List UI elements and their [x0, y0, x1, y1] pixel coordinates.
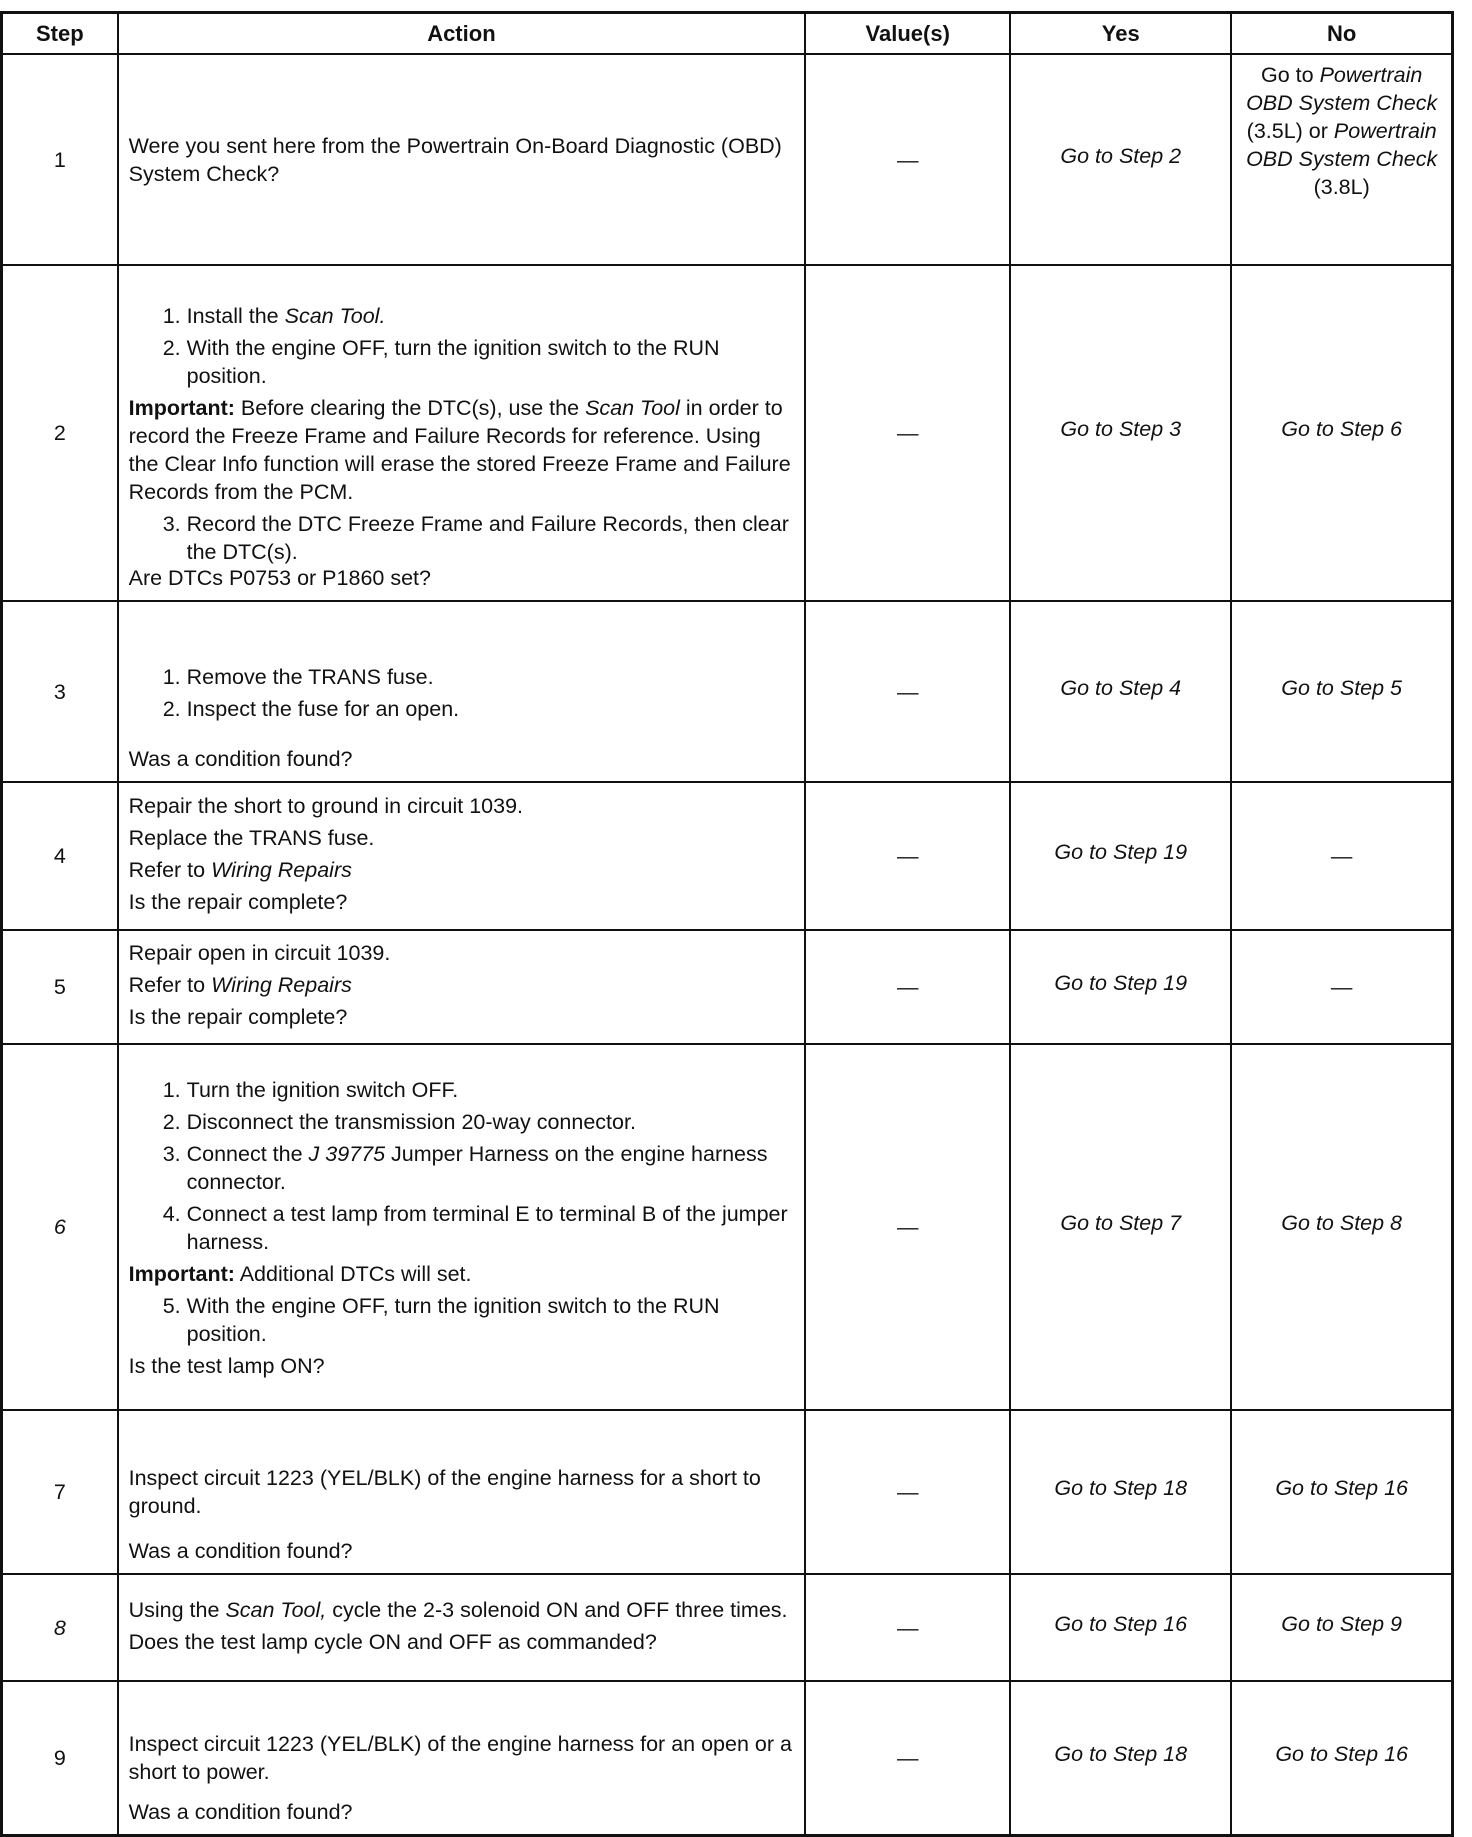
no-cell [1231, 54, 1452, 265]
table-row [2, 54, 1453, 265]
header-row [2, 13, 1453, 55]
step-number: 4 [2, 782, 118, 930]
list-item: 3. Record the DTC Freeze Frame and Failure Records, then clear the DTC(s). [187, 510, 795, 566]
list-item: 1. Remove the TRANS fuse. [187, 663, 795, 691]
value-cell: — [805, 1681, 1010, 1835]
no-cell: Go to Step 6 [1231, 265, 1452, 601]
yes-cell: Go to Step 7 [1010, 1044, 1231, 1410]
action-cell [118, 601, 806, 782]
value-cell: — [805, 1044, 1010, 1410]
important-note: Important: Additional DTCs will set. [128, 1262, 472, 1286]
diagnostic-table [0, 11, 1454, 1837]
step-number: 5 [2, 930, 118, 1044]
action-cell [118, 1681, 806, 1835]
no-cell: Go to Step 9 [1231, 1574, 1452, 1681]
no-cell: — [1231, 930, 1452, 1044]
question: Was a condition found? [128, 747, 353, 771]
value-cell: — [805, 601, 1010, 782]
action-cell [118, 265, 806, 601]
list-item: 3. Connect the J 39775 Jumper Harness on the engine harness connector. [187, 1140, 795, 1196]
action-cell [118, 54, 806, 265]
table-row [2, 1681, 1453, 1835]
variant-38: (3.8L) [1313, 175, 1370, 199]
step-number: 3 [2, 601, 118, 782]
no-cell: — [1231, 782, 1452, 930]
yes-cell: Go to Step 4 [1010, 601, 1231, 782]
step-number: 2 [2, 265, 118, 601]
yes-cell: Go to Step 18 [1010, 1410, 1231, 1574]
question: Are DTCs P0753 or P1860 set? [128, 566, 431, 590]
action-text: Inspect circuit 1223 (YEL/BLK) of the engine harness for an open or a short to power. [128, 1731, 792, 1784]
action-text: Using the Scan Tool, cycle the 2-3 solenoid ON and OFF three times. [128, 1597, 788, 1622]
header-yes: Yes [1010, 13, 1231, 55]
header-no: No [1231, 13, 1452, 55]
header-step: Step [2, 13, 118, 55]
no-cell: Go to Step 16 [1231, 1410, 1452, 1574]
action-line: Repair open in circuit 1039. [128, 941, 391, 965]
action-cell [118, 1574, 806, 1681]
step-number: 9 [2, 1681, 118, 1835]
refer-line: Refer to Wiring Repairs [128, 973, 352, 997]
question: Was a condition found? [128, 1539, 353, 1563]
list-item: 5. With the engine OFF, turn the ignition switch to the RUN position. [187, 1292, 795, 1348]
question: Is the test lamp ON? [128, 1354, 325, 1378]
step-number: 6 [2, 1044, 118, 1410]
question: Was a condition found? [128, 1799, 353, 1824]
no-cell: Go to Step 8 [1231, 1044, 1452, 1410]
action-line: Replace the TRANS fuse. [128, 826, 375, 850]
variant-35: (3.5L) or [1246, 119, 1328, 143]
action-cell [118, 930, 806, 1044]
table-row [2, 265, 1453, 601]
step-number: 1 [2, 54, 118, 265]
yes-cell: Go to Step 18 [1010, 1681, 1231, 1835]
list-item: 2. Disconnect the transmission 20-way connector. [187, 1108, 795, 1136]
refer-line: Refer to Wiring Repairs [128, 858, 352, 882]
link-obd-check-35: Powertrain OBD System Check [1246, 63, 1438, 115]
list-item: 2. Inspect the fuse for an open. [187, 695, 795, 723]
header-action: Action [118, 13, 806, 55]
table-row [2, 601, 1453, 782]
list-item: 4. Connect a test lamp from terminal E to terminal B of the jumper harness. [187, 1200, 795, 1256]
action-cell [118, 1044, 806, 1410]
important-note: Important: Before clearing the DTC(s), use the Scan Tool in order to record the Freeze Frame and Failure Records for reference. Using the Clear Info function will erase the stored Freeze Frame and Failure Records from the PCM. [128, 396, 791, 504]
step-number: 7 [2, 1410, 118, 1574]
action-line: Repair the short to ground in circuit 1039. [128, 794, 523, 818]
value-cell: — [805, 54, 1010, 265]
table-row [2, 1574, 1453, 1681]
question: Is the repair complete? [128, 1005, 348, 1029]
action-cell [118, 1410, 806, 1574]
question: Is the repair complete? [128, 890, 348, 914]
yes-cell: Go to Step 3 [1010, 265, 1231, 601]
no-cell: Go to Step 5 [1231, 601, 1452, 782]
list-item: 1. Turn the ignition switch OFF. [187, 1076, 795, 1104]
table-row [2, 1410, 1453, 1574]
list-item: 1. Install the Scan Tool. [187, 302, 795, 330]
list-item: 2. With the engine OFF, turn the ignition switch to the RUN position. [187, 334, 795, 390]
no-cell: Go to Step 16 [1231, 1681, 1452, 1835]
question: Does the test lamp cycle ON and OFF as commanded? [128, 1629, 657, 1654]
step-number: 8 [2, 1574, 118, 1681]
question: Were you sent here from the Powertrain On-Board Diagnostic (OBD) System Check? [128, 133, 782, 186]
action-text: Inspect circuit 1223 (YEL/BLK) of the engine harness for a short to ground. [128, 1466, 761, 1518]
value-cell: — [805, 782, 1010, 930]
value-cell: — [805, 1574, 1010, 1681]
yes-cell: Go to Step 19 [1010, 782, 1231, 930]
yes-cell: Go to Step 2 [1010, 54, 1231, 265]
yes-cell: Go to Step 16 [1010, 1574, 1231, 1681]
table-row [2, 782, 1453, 930]
table-row [2, 1044, 1453, 1410]
action-cell [118, 782, 806, 930]
no-go-to: Go to [1260, 63, 1314, 87]
value-cell: — [805, 265, 1010, 601]
value-cell: — [805, 1410, 1010, 1574]
table-row [2, 930, 1453, 1044]
header-values: Value(s) [805, 13, 1010, 55]
yes-cell: Go to Step 19 [1010, 930, 1231, 1044]
link-obd-check-38: Powertrain OBD System Check [1246, 119, 1438, 171]
value-cell: — [805, 930, 1010, 1044]
